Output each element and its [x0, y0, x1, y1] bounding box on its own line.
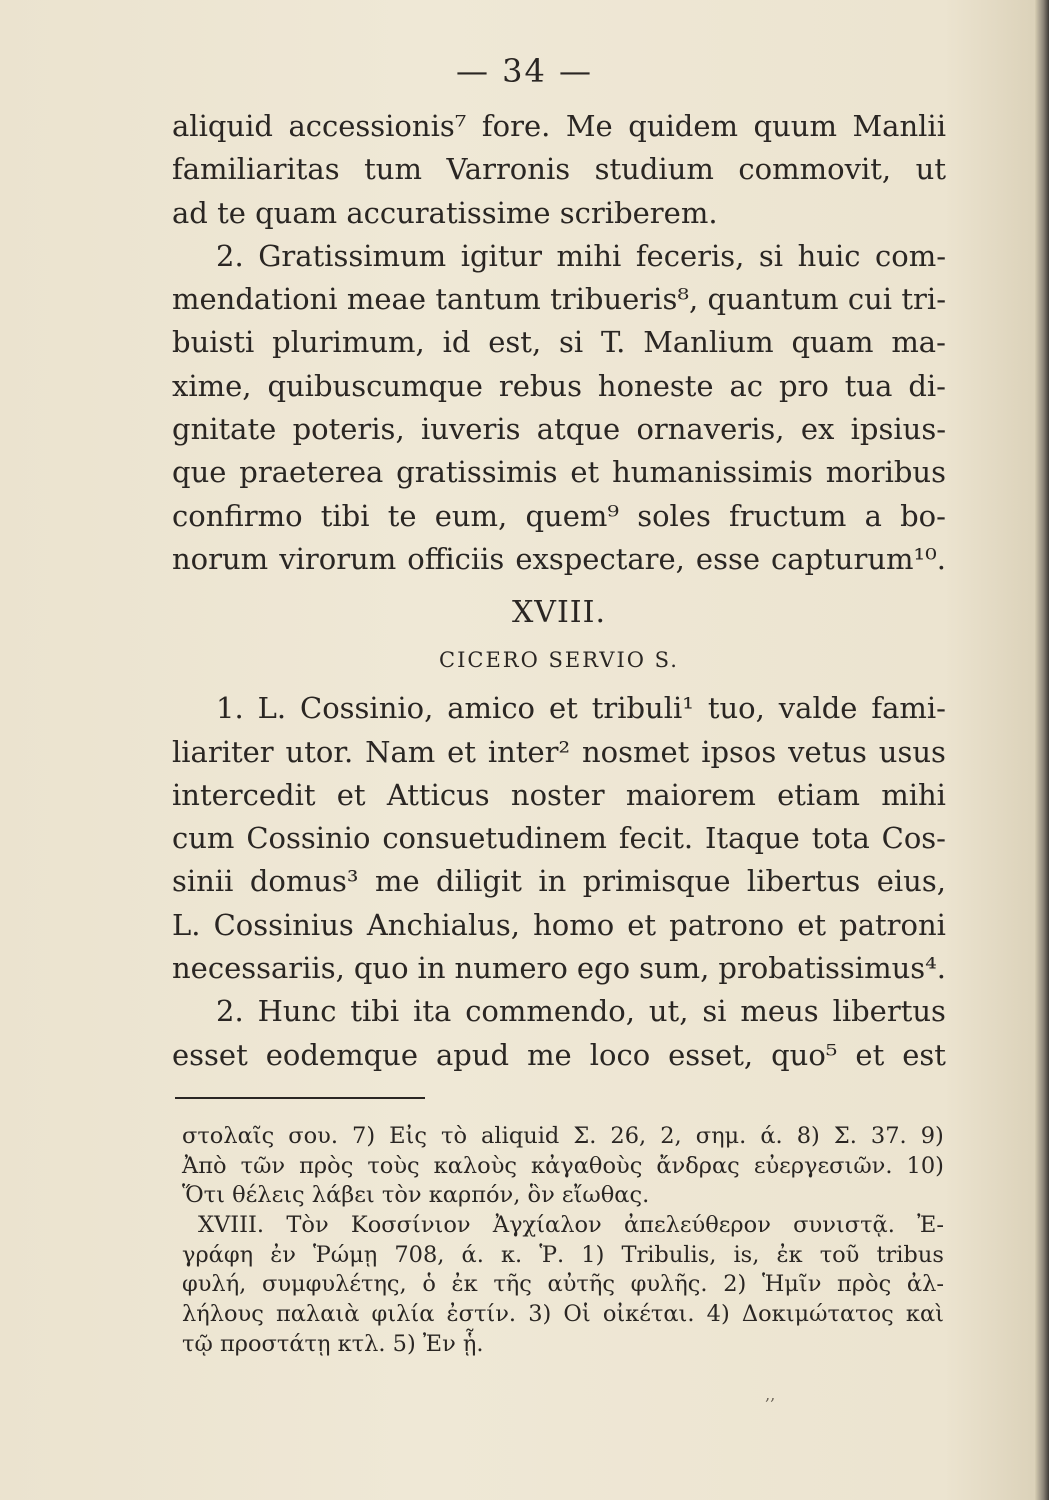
text-line: familiaritas tum Varronis studium commovit, ut — [172, 152, 946, 187]
text-line: xime, quibuscumque rebus honeste ac pro tua di- — [172, 368, 946, 403]
text-line: intercedit et Atticus noster maiorem etiam mihi — [172, 777, 946, 812]
text-line: 1. L. Cossinio, amico et tribuli¹ tuo, valde fami- — [216, 691, 946, 726]
text-line: gnitate poteris, iuveris atque ornaveris, ex ipsius- — [172, 412, 946, 447]
page-number: — 34 — — [455, 52, 594, 90]
text-line: esset eodemque apud me loco esset, quo⁵ et est — [172, 1037, 946, 1072]
main-text — [172, 105, 946, 1077]
text-line: 2. Hunc tibi ita commendo, ut, si meus libertus — [216, 994, 946, 1029]
footnote-line: τῷ προστάτῃ κτλ. 5) Ἐν ᾗ. — [182, 1330, 484, 1357]
text-line: necessariis, quo in numero ego sum, probatissimus⁴. — [172, 951, 946, 986]
page-edge-shadow — [1035, 0, 1049, 1500]
text-line: ad te quam accuratissime scriberem. — [172, 195, 718, 230]
text-line: sinii domus³ me diligit in primisque libertus eius, — [172, 864, 946, 899]
stray-mark: ‚‚ — [765, 1385, 776, 1404]
text-line: aliquid accessionis⁷ fore. Me quidem quum Manlii — [172, 109, 946, 143]
footnote-line: γράφη ἐν Ῥώμῃ 708, ά. κ. Ῥ. 1) Tribulis, is, ἐκ τοῦ tribus — [182, 1241, 944, 1268]
text-line: buisti plurimum, id est, si T. Manlium quam ma- — [172, 325, 946, 360]
text-line: L. Cossinius Anchialus, homo et patrono et patroni — [172, 907, 946, 942]
text-line: que praeterea gratissimis et humanissimis moribus — [172, 455, 946, 490]
footnotes — [182, 1122, 944, 1360]
text-line: cum Cossinio consuetudinem fecit. Itaque tota Cos- — [172, 821, 946, 856]
footnote-line: φυλή, συμφυλέτης, ὁ ἐκ τῆς αὐτῆς φυλῆς. 2) Ἡμῖν πρὸς ἀλ- — [182, 1271, 944, 1298]
footnote-line: λήλους παλαιὰ φιλία ἐστίν. 3) Οἱ οἰκέται. 4) Δοκιμώτατος καὶ — [182, 1301, 944, 1328]
letter-heading: CICERO SERVIO S. — [439, 648, 679, 673]
footnote-line: Ἀπὸ τῶν πρὸς τοὺς καλοὺς κἀγαθοὺς ἄνδρας εὐεργεσιῶν. 10) — [182, 1152, 944, 1179]
text-line: liariter utor. Nam et inter² nosmet ipsos vetus usus — [172, 734, 946, 769]
footnote-rule — [175, 1097, 425, 1099]
text-line: confirmo tibi te eum, quem⁹ soles fructum a bo- — [172, 498, 946, 533]
text-line: mendationi meae tantum tribueris⁸, quantum cui tri- — [172, 282, 946, 317]
footnote-line: XVIII. Τὸν Κοσσίνιον Ἀγχίαλον ἀπελεύθερον συνιστᾷ. Ἐ- — [198, 1212, 944, 1239]
text-line: 2. Gratissimum igitur mihi feceris, si huic com- — [216, 238, 946, 273]
letter-number: XVIII. — [511, 595, 607, 631]
text-line: norum virorum officiis exspectare, esse capturum¹⁰. — [172, 541, 946, 576]
footnote-line: στολαῖς σου. 7) Εἰς τὸ aliquid Σ. 26, 2, σημ. ά. 8) Σ. 37. 9) — [182, 1123, 944, 1149]
footnote-line: Ὅτι θέλεις λάβει τὸν καρπόν, ὃν εἴωθας. — [182, 1182, 650, 1209]
